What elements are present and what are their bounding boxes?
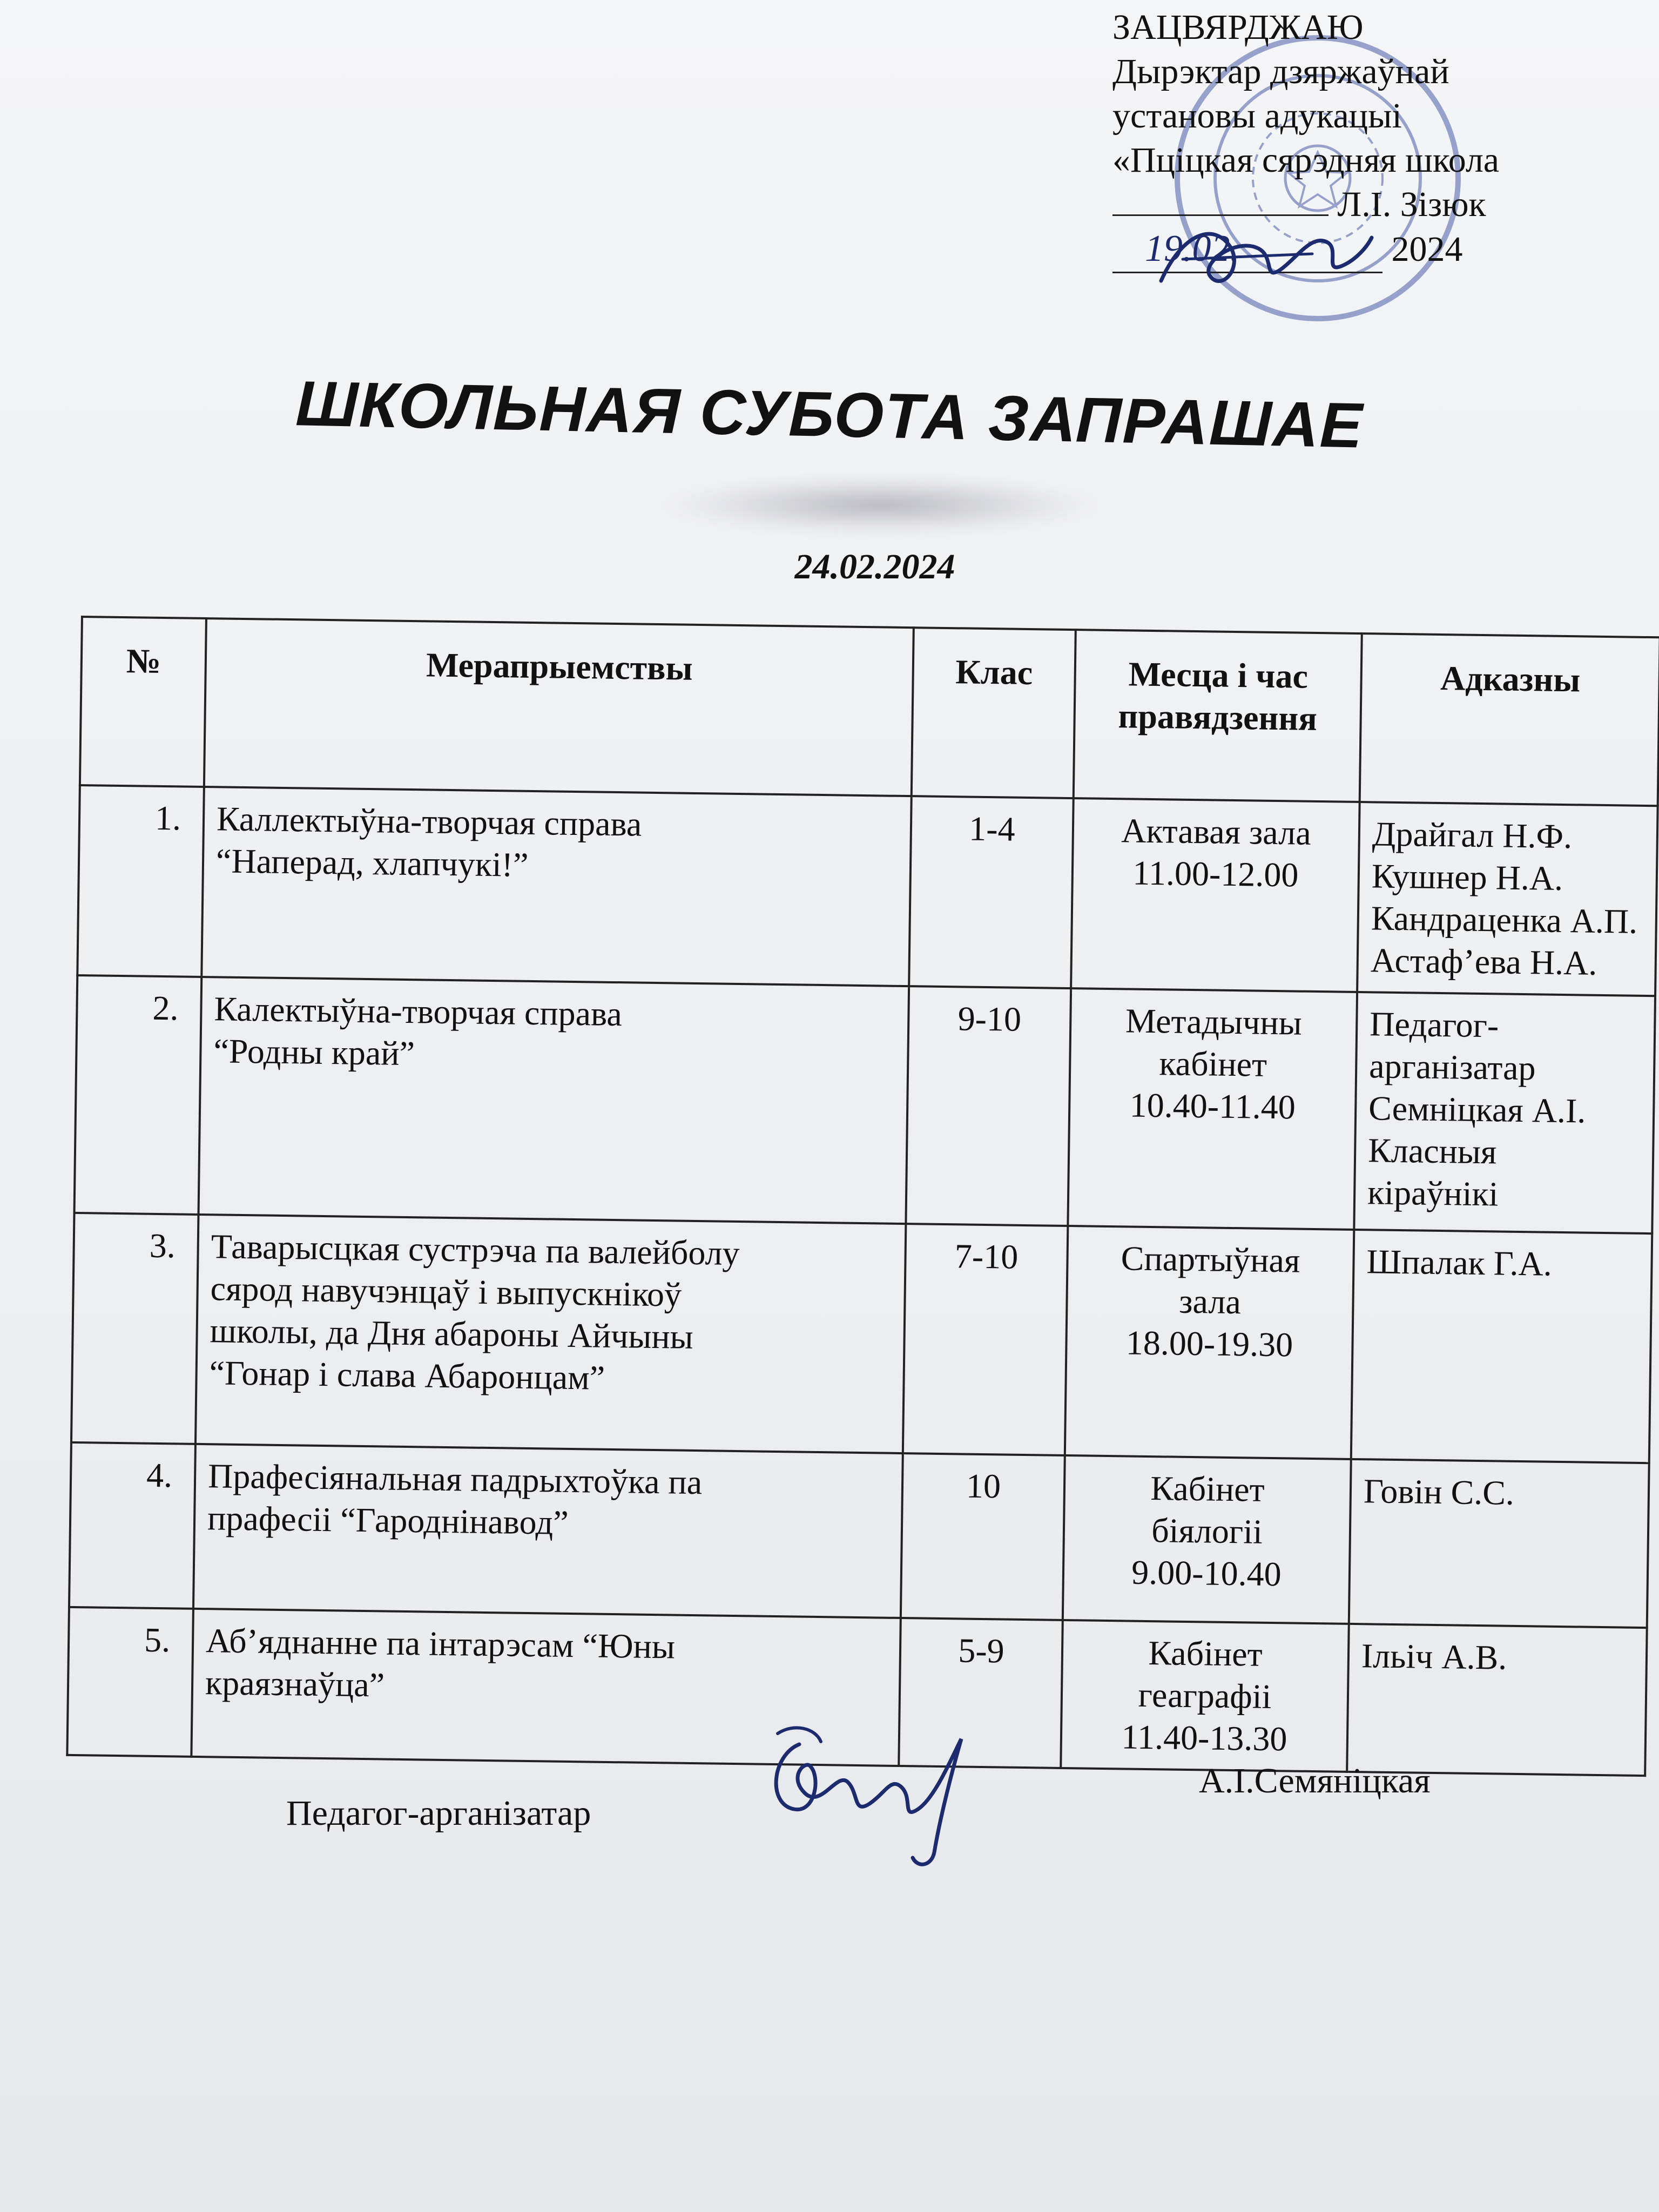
header-class: Клас [912, 628, 1076, 798]
approval-line-3: «Пціцкая сярэдняя школа [1112, 140, 1500, 180]
place-line: біялогіі [1151, 1511, 1263, 1551]
place-line: кабінет [1159, 1044, 1267, 1084]
responsible-line: Драйгал Н.Ф. [1372, 814, 1573, 856]
row-responsible [1347, 1624, 1647, 1776]
handwritten-date: 19.02. [1145, 228, 1239, 269]
event-line: Прафесіянальная падрыхтоўка па [207, 1456, 703, 1502]
responsible-line: Класныя [1367, 1131, 1497, 1171]
place-line: Спартыўная [1121, 1239, 1300, 1280]
responsible-line: Астаф’ева Н.А. [1370, 941, 1597, 982]
place-line: Метадычны [1125, 1001, 1303, 1042]
event-line: Аб’яднанне па інтарэсам “Юны [205, 1621, 676, 1666]
event-line: “Родны край” [213, 1031, 415, 1073]
row-place [1065, 1226, 1354, 1459]
header-responsible: Адказны [1360, 633, 1659, 806]
schedule-table [66, 616, 1659, 1777]
event-line: “Гонар і слава Абаронцам” [209, 1353, 605, 1397]
row-number: 5. [67, 1607, 193, 1757]
header-event: Мерапрыемствы [204, 618, 914, 796]
place-line: 11.00-12.00 [1132, 853, 1299, 894]
row-class: 10 [901, 1453, 1065, 1620]
organizer-signature [756, 1712, 983, 1874]
approval-line-2: установы адукацыі [1112, 96, 1402, 136]
header-place [1074, 630, 1362, 802]
blurred-subtitle [664, 475, 1096, 535]
row-class: 5-9 [899, 1618, 1063, 1768]
row-class: 1-4 [909, 796, 1074, 988]
event-line: Каллектыўна-творчая справа [216, 799, 642, 844]
row-class: 9-10 [906, 986, 1071, 1226]
responsible-line: Говін С.С. [1363, 1472, 1515, 1512]
place-line: Кабінет [1150, 1469, 1265, 1509]
row-responsible [1349, 1459, 1649, 1628]
responsible-line: арганізатар [1368, 1047, 1536, 1088]
responsible-line: Кандраценка А.П. [1371, 899, 1638, 941]
event-line: “Наперад, хлапчукі!” [215, 841, 529, 884]
footer-name: А.І.Семяніцкая [1199, 1761, 1431, 1800]
place-line: Кабінет [1148, 1634, 1263, 1674]
row-event [195, 1215, 906, 1453]
table-row [69, 1442, 1649, 1628]
place-line: 10.40-11.40 [1129, 1085, 1296, 1127]
approval-year: 2024 [1391, 230, 1463, 269]
approval-heading: ЗАЦВЯРДЖАЮ [1112, 8, 1364, 47]
place-line: геаграфіі [1138, 1675, 1272, 1716]
responsible-line: Семніцкая А.І. [1368, 1089, 1586, 1130]
row-event [201, 787, 911, 986]
responsible-line: Шпалак Г.А. [1366, 1242, 1553, 1283]
table-row [75, 975, 1656, 1233]
header-num: № [80, 617, 206, 787]
place-line: 18.00-19.30 [1125, 1323, 1293, 1364]
row-event [199, 977, 909, 1224]
schedule-table-wrapper [66, 616, 1658, 1777]
event-line: сярод навучэнцаў і выпускнікоў [210, 1269, 682, 1314]
event-date: 24.02.2024 [794, 547, 955, 586]
row-place [1071, 798, 1360, 992]
event-line: Таварысцкая сустрэча па валейболу [211, 1227, 740, 1273]
header-place-line: Месца і час [1128, 655, 1309, 696]
responsible-line: кіраўнікі [1367, 1173, 1499, 1213]
row-number: 3. [71, 1213, 199, 1444]
row-event [193, 1444, 903, 1618]
event-line: краязнаўца” [205, 1663, 385, 1704]
event-line: прафесіі “Гароднінавод” [207, 1499, 569, 1542]
responsible-line: Ільіч А.В. [1361, 1636, 1507, 1677]
row-class: 7-10 [903, 1224, 1068, 1455]
table-row [71, 1213, 1652, 1463]
approval-signer: Л.І. Зізюк [1337, 185, 1486, 224]
event-line: школы, да Дня абароны Айчыны [210, 1311, 694, 1356]
row-number: 2. [75, 975, 202, 1215]
place-line: Актавая зала [1121, 811, 1312, 852]
place-line: зала [1178, 1282, 1242, 1321]
header-place-line: правядзення [1118, 697, 1318, 738]
footer-role: Педагог-арганізатар [286, 1793, 591, 1833]
row-place [1068, 988, 1357, 1230]
responsible-line: Педагог- [1369, 1004, 1499, 1045]
place-line: 9.00-10.40 [1131, 1553, 1282, 1594]
row-responsible [1354, 992, 1655, 1233]
director-signature [1150, 200, 1377, 319]
page-title: ШКОЛЬНАЯ СУБОТА ЗАПРАШАЕ [295, 368, 1364, 462]
row-place [1063, 1455, 1351, 1624]
responsible-line: Кушнер Н.А. [1371, 857, 1563, 898]
row-place [1061, 1620, 1349, 1772]
approval-line-1: Дырэктар дзяржаўнай [1112, 52, 1449, 91]
row-responsible [1351, 1230, 1653, 1463]
table-row [77, 785, 1657, 996]
row-number: 1. [77, 785, 204, 977]
place-line: 11.40-13.30 [1121, 1717, 1287, 1758]
event-line: Калектыўна-творчая справа [214, 989, 623, 1034]
row-responsible [1357, 802, 1658, 996]
row-number: 4. [69, 1442, 195, 1609]
table-header-row [80, 617, 1659, 806]
